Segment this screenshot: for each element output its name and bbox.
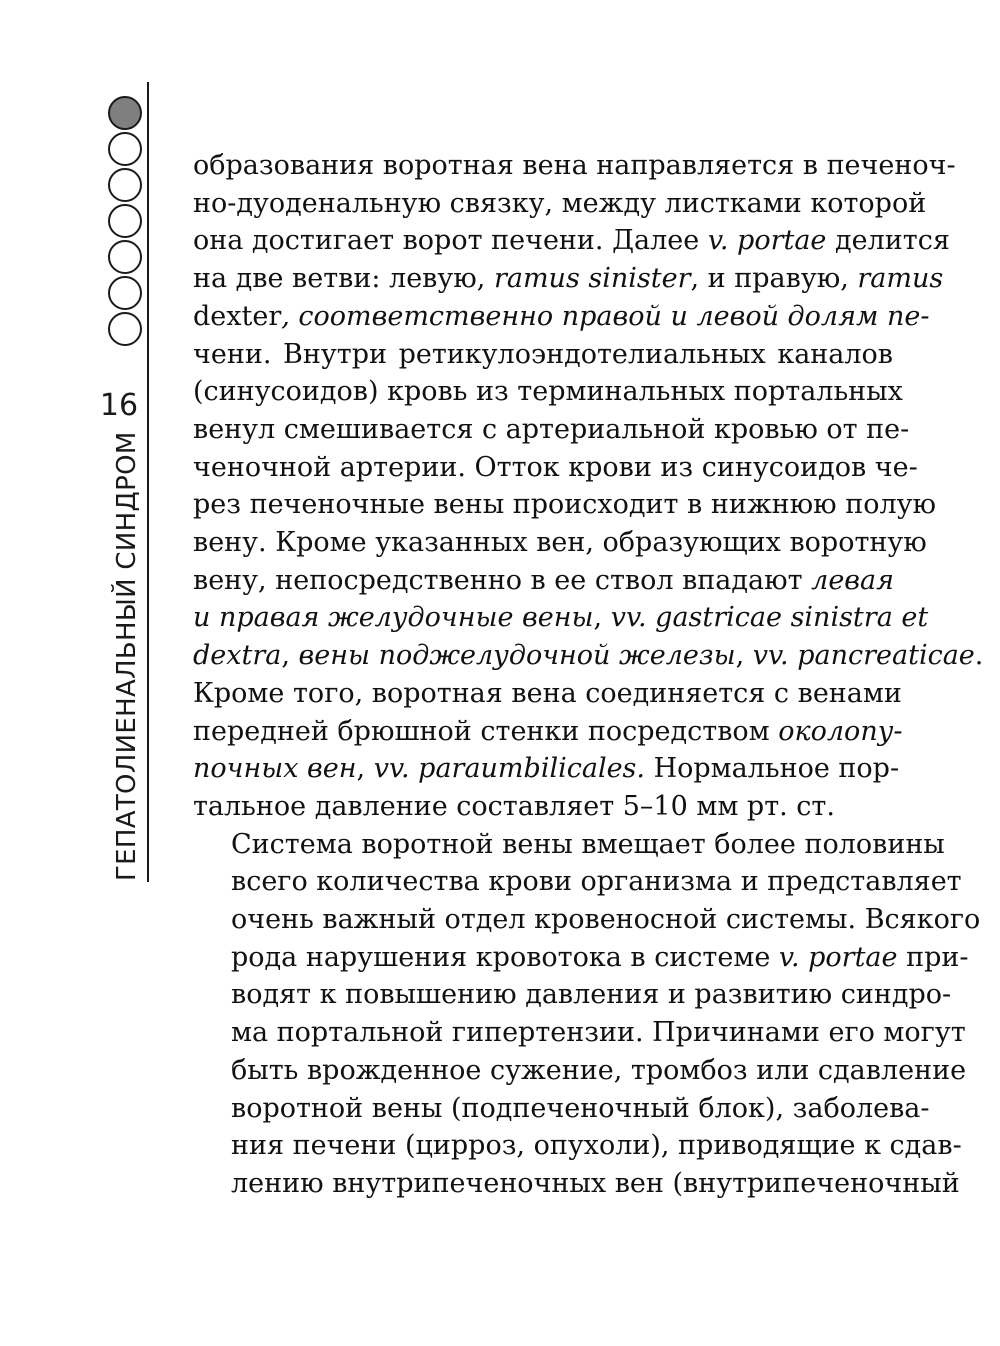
text-line: водят к повышению давления и развитию синдро- xyxy=(231,979,952,1011)
text-line: ния печени (цирроз, опухоли), приводящие к сдав- xyxy=(231,1130,962,1162)
text-line: почных вен, vv. paraumbilicales. Нормальное пор- xyxy=(193,753,900,785)
text-line: Кроме того, воротная вена соединяется с венами xyxy=(193,677,902,709)
text-line: вену, непосредственно в ее ствол впадают левая xyxy=(193,564,894,596)
dot-empty-icon xyxy=(108,312,142,346)
text-line: (синусоидов) кровь из терминальных портальных xyxy=(193,376,903,408)
dot-empty-icon xyxy=(108,276,142,310)
text-line: очень важный отдел кровеносной системы. Всякого xyxy=(231,904,981,936)
chapter-progress-dots xyxy=(108,96,142,348)
dot-empty-icon xyxy=(108,204,142,238)
page-number: 16 xyxy=(99,388,139,423)
body-text xyxy=(193,147,984,1203)
text-line: венул смешивается с артериальной кровью от пе- xyxy=(193,413,910,445)
paragraph-2 xyxy=(193,826,981,1203)
text-line: Система воротной вены вмещает более половины xyxy=(231,828,945,860)
text-line: чени. Внутри ретикулоэндотелиальных каналов xyxy=(193,338,893,370)
dot-empty-icon xyxy=(108,240,142,274)
text-line: и правая желудочные вены, vv. gastricae sinistra et xyxy=(193,602,929,634)
text-line: образования воротная вена направляется в печеноч- xyxy=(193,150,956,181)
text-line: dextra, вены поджелудочной железы, vv. pancreaticae. xyxy=(193,640,984,672)
text-line: dexter, соответственно правой и левой долям пе- xyxy=(193,300,930,332)
text-line: передней брюшной стенки посредством околопу- xyxy=(193,715,903,747)
running-head: ГЕПАТОЛИЕНАЛЬНЫЙ СИНДРОМ xyxy=(112,431,142,881)
text-line: ма портальной гипертензии. Причинами его могут xyxy=(231,1017,966,1049)
text-line: но-дуоденальную связку, между листками которой xyxy=(193,187,927,219)
dot-filled-icon xyxy=(108,96,142,130)
text-line: лению внутрипеченочных вен (внутрипеченочный xyxy=(231,1167,960,1199)
paragraph-1 xyxy=(193,147,984,826)
text-line: на две ветви: левую, ramus sinister, и правую, ramus xyxy=(193,263,944,295)
vertical-rule xyxy=(147,82,149,882)
dot-empty-icon xyxy=(108,168,142,202)
text-line: ченочной артерии. Отток крови из синусоидов че- xyxy=(193,451,918,483)
text-line: тальное давление составляет 5–10 мм рт. ст. xyxy=(193,790,835,822)
text-line: всего количества крови организма и представляет xyxy=(231,866,962,898)
dot-empty-icon xyxy=(108,132,142,166)
text-line: быть врожденное сужение, тромбоз или сдавление xyxy=(231,1054,967,1086)
text-line: вену. Кроме указанных вен, образующих воротную xyxy=(193,527,927,559)
text-line: воротной вены (подпеченочный блок), заболева- xyxy=(231,1092,930,1124)
text-line: она достигает ворот печени. Далее v. portae делится xyxy=(193,225,950,257)
text-line: рода нарушения кровотока в системе v. portae при- xyxy=(231,941,969,973)
text-line: рез печеночные вены происходит в нижнюю полую xyxy=(193,489,937,521)
